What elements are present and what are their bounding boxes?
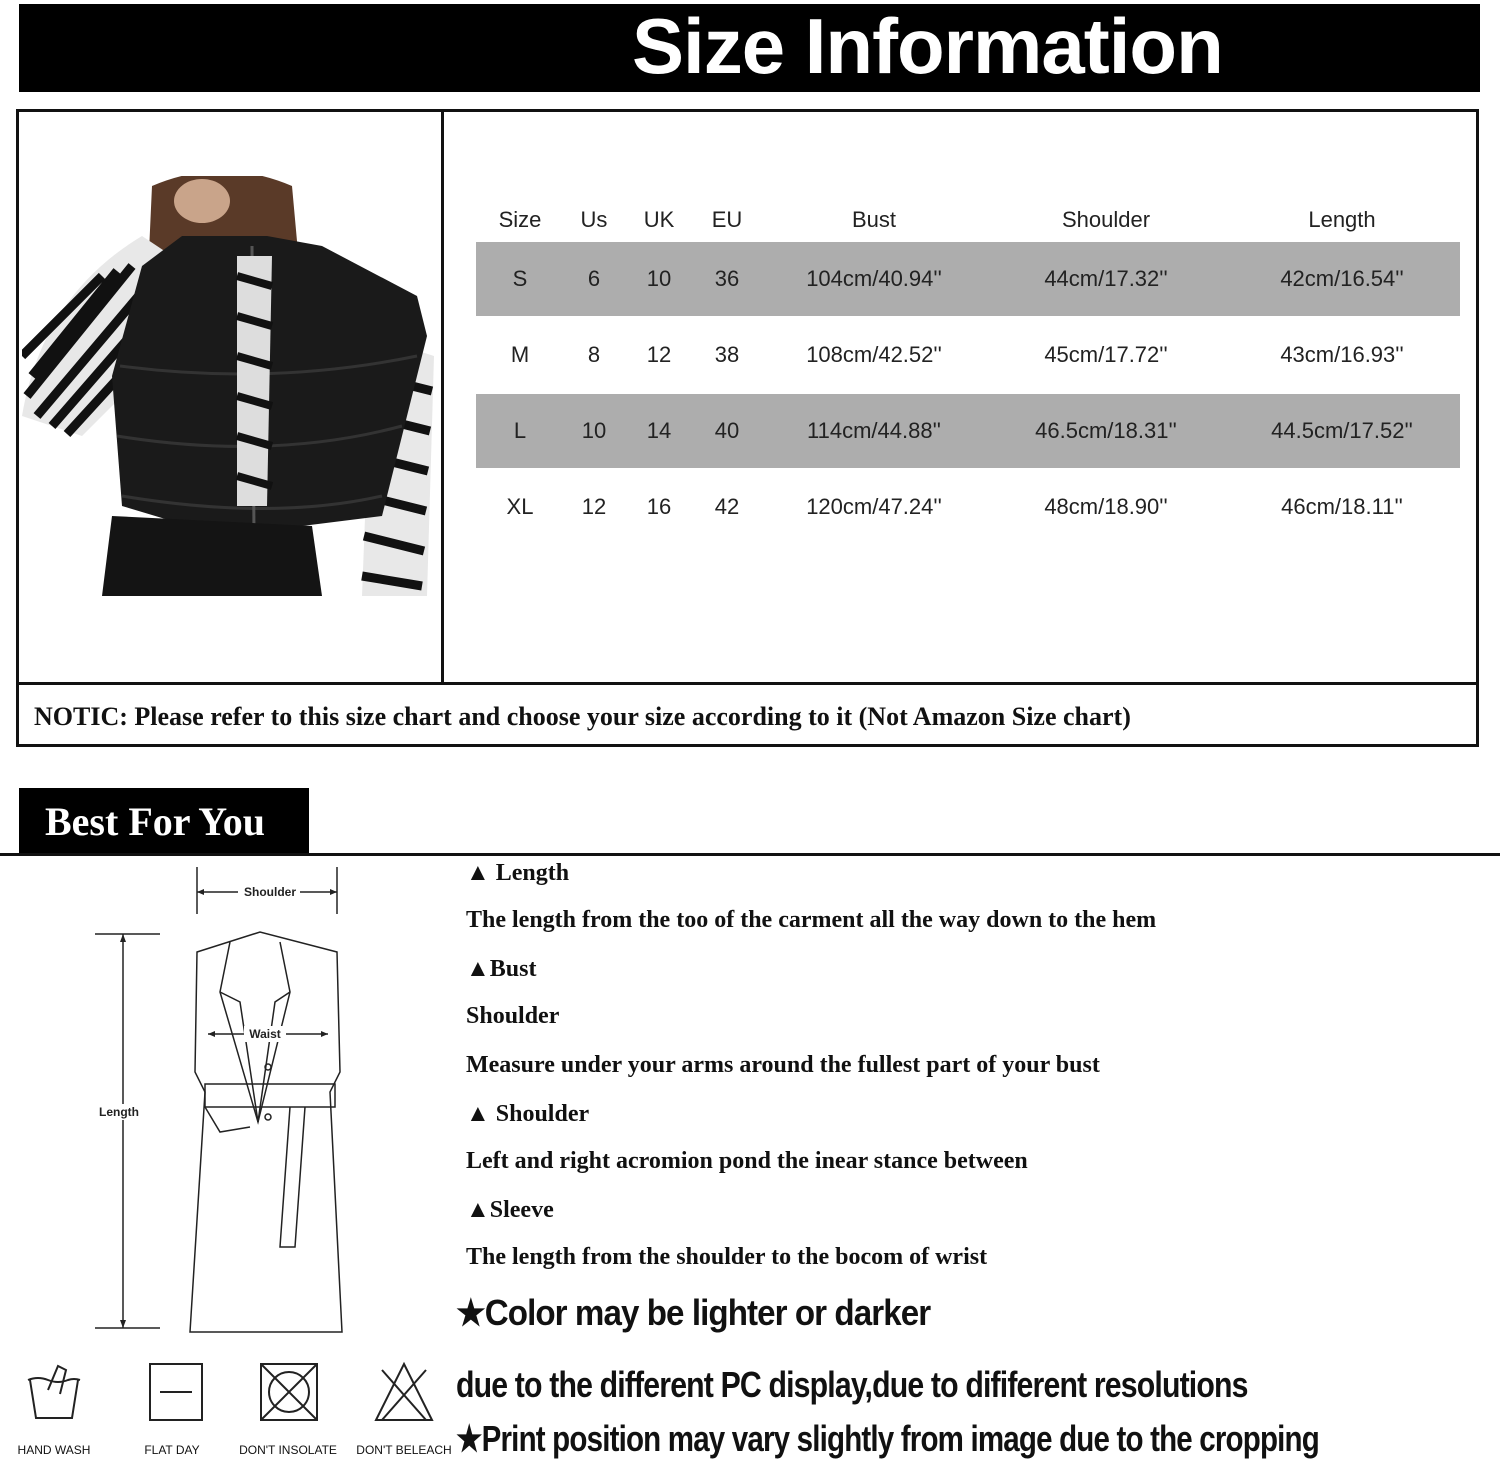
do-not-bleach-icon [372, 1360, 436, 1424]
flat-dry-icon [146, 1360, 210, 1424]
table-cell: 38 [714, 342, 740, 367]
care-label: DON'T INSOLATE [239, 1443, 337, 1457]
bust-subheading: Shoulder [466, 1003, 560, 1029]
section-title: Best For You [45, 799, 265, 844]
table-cell: 36 [714, 266, 740, 291]
column-header: EU [711, 207, 743, 232]
print-note: ★Print position may vary slightly from image due to the cropping [456, 1418, 1319, 1459]
table-cell: 108cm/42.52'' [806, 342, 942, 367]
table-cell: 45cm/17.72'' [1044, 342, 1168, 367]
table-cell: 42 [714, 494, 740, 519]
care-label: DON'T BELEACH [356, 1443, 452, 1457]
shoulder-label: Shoulder [243, 885, 297, 899]
size-notice: NOTIC: Please refer to this size chart and choose your size according to it (Not Amazon Size chart) [34, 702, 1131, 731]
column-header: Size [498, 207, 542, 232]
table-cell: 10 [646, 266, 672, 291]
shoulder-description: Left and right acromion pond the inear stance between [466, 1148, 1028, 1174]
care-label: HAND WASH [17, 1443, 91, 1457]
color-note-detail: due to the different PC display,due to dififerent resolutions [456, 1364, 1248, 1405]
table-cell: 114cm/44.88'' [807, 418, 941, 443]
table-cell: 120cm/47.24'' [806, 494, 942, 519]
care-label: FLAT DAY [144, 1443, 200, 1457]
page-title: Size Information [632, 2, 1223, 90]
model-photo [22, 176, 436, 596]
divider [441, 112, 444, 683]
bust-description: Measure under your arms around the fullest part of your bust [466, 1052, 1100, 1078]
table-cell: L [513, 418, 527, 443]
table-cell: 10 [581, 418, 607, 443]
table-cell: 40 [714, 418, 740, 443]
table-cell: 43cm/16.93'' [1280, 342, 1404, 367]
table-cell: 16 [646, 494, 672, 519]
table-cell: 8 [587, 342, 601, 367]
divider [0, 853, 1500, 856]
color-note: ★Color may be lighter or darker [456, 1292, 931, 1333]
table-cell: 44cm/17.32'' [1044, 266, 1168, 291]
length-heading: ▲ Length [466, 860, 570, 886]
table-cell: 12 [646, 342, 672, 367]
table-cell: 46.5cm/18.31'' [1035, 418, 1177, 443]
table-cell: 12 [581, 494, 607, 519]
column-header: UK [643, 207, 675, 232]
hand-wash-icon [22, 1360, 86, 1424]
shoulder-heading: ▲ Shoulder [466, 1101, 590, 1127]
table-cell: 14 [646, 418, 672, 443]
garment-diagram [80, 862, 380, 1342]
table-cell: 104cm/40.94'' [806, 266, 942, 291]
table-cell: M [510, 342, 530, 367]
length-label: Length [99, 1105, 139, 1119]
column-header: Length [1308, 207, 1376, 232]
table-cell: 48cm/18.90'' [1044, 494, 1168, 519]
column-header: Bust [851, 207, 897, 232]
table-cell: 46cm/18.11'' [1281, 494, 1403, 519]
bust-heading: ▲Bust [466, 956, 537, 982]
column-header: Us [580, 207, 608, 232]
column-header: Shoulder [1061, 207, 1151, 232]
table-cell: XL [506, 494, 534, 519]
waist-label: Waist [249, 1027, 281, 1041]
table-cell: 6 [587, 266, 601, 291]
do-not-tumble-icon [257, 1360, 321, 1424]
sleeve-description: The length from the shoulder to the bocom of wrist [466, 1244, 988, 1270]
table-cell: 42cm/16.54'' [1280, 266, 1404, 291]
table-cell: S [512, 266, 528, 291]
length-description: The length from the too of the carment all the way down to the hem [466, 907, 1157, 933]
divider [16, 682, 1479, 685]
sleeve-heading: ▲Sleeve [466, 1197, 554, 1223]
table-cell: 44.5cm/17.52'' [1271, 418, 1413, 443]
